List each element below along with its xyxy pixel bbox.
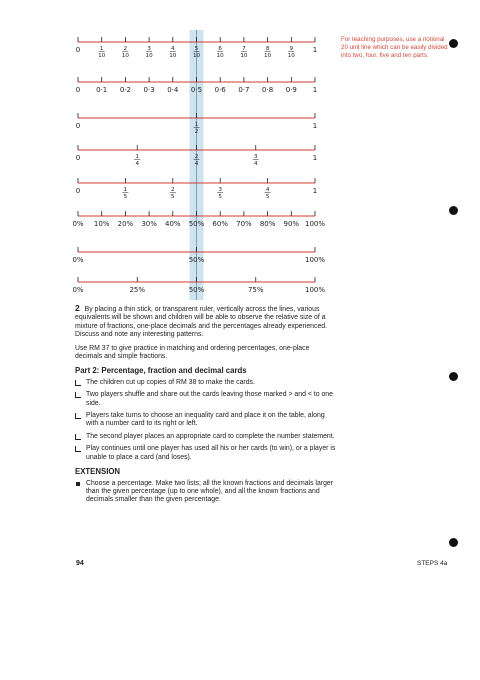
extension-list (75, 480, 337, 505)
tick-label: 0·3 (143, 86, 155, 94)
fraction-label (288, 46, 296, 59)
fraction-denominator: 4 (194, 161, 199, 167)
fraction-denominator: 5 (171, 194, 175, 200)
fraction-numerator: 2 (194, 154, 199, 160)
tick-label: 25% (129, 286, 146, 294)
tick-label: 1 (312, 86, 318, 94)
fraction-numerator: 4 (265, 187, 270, 193)
checkbox-icon (75, 380, 81, 386)
tick-label: 0·2 (119, 86, 131, 94)
fraction-numerator: 3 (147, 46, 151, 52)
tick-label: 80% (259, 220, 276, 228)
binder-hole (449, 372, 458, 381)
checkbox-icon (75, 413, 81, 419)
fraction-numerator: 2 (171, 187, 175, 193)
fraction-denominator: 10 (98, 53, 106, 59)
tick-label: 60% (212, 220, 228, 228)
list-item-text: Play continues until one player has used all his or her cards (to win), or a player is unable to place a card (and loses). (86, 445, 336, 461)
list-item-text: Two players shuffle and share out the cards leaving those marked > and < to one side. (86, 391, 333, 407)
list-item-text: The children cut up copies of RM 38 to make the cards. (86, 378, 255, 386)
tick-label: 0·9 (285, 86, 297, 94)
fraction-label (240, 46, 248, 59)
fraction-denominator: 2 (194, 129, 199, 135)
list-item-text: Players take turns to choose an inequality card and place it on the table, along with a number card to its right or left. (86, 412, 325, 428)
fraction-numerator: 1 (194, 122, 199, 128)
fraction-numerator: 9 (289, 46, 294, 52)
fraction-label (169, 46, 177, 59)
fraction-label (98, 46, 106, 59)
fraction-label (146, 46, 154, 59)
list-item-text: The second player places an appropriate card to complete the number statement. (86, 432, 335, 440)
tick-label: 0% (72, 256, 84, 264)
checkbox-icon (75, 434, 81, 440)
fraction-denominator: 5 (123, 194, 128, 200)
fraction-numerator: 1 (99, 46, 104, 52)
tick-label: 0 (75, 122, 81, 130)
tick-label: 70% (236, 220, 252, 228)
body-text (75, 304, 337, 509)
tick-label: 0·1 (96, 86, 108, 94)
paragraph-rm37: Use RM 37 to give practice in matching and ordering percentages, one-place decimals and simple fractions. (75, 344, 310, 361)
fraction-label (265, 187, 271, 200)
extension-text: Choose a percentage. Make two lists; all the known fractions and decimals larger than the given percentage (up to one whole), and all the known fractions and decimals smaller than the given percentage. (86, 479, 334, 504)
part-2-list (75, 379, 337, 462)
fraction-denominator: 10 (264, 53, 272, 59)
extension-heading: EXTENSION (75, 467, 121, 477)
fraction-label (122, 46, 130, 59)
teaching-side-note: For teaching purposes, use a notional 20 unit line which can be easily divided into two, four, five and ten parts. (341, 36, 448, 60)
fraction-denominator: 10 (240, 53, 248, 59)
tick-label: 0 (75, 46, 81, 54)
fraction-numerator: 6 (218, 46, 222, 52)
tick-label: 90% (283, 220, 300, 228)
checkbox-icon (75, 392, 81, 398)
list-item (75, 433, 337, 441)
tick-label: 0 (75, 154, 81, 162)
fraction-numerator: 1 (135, 154, 140, 160)
paragraph-2 (75, 304, 337, 340)
tick-label: 40% (165, 220, 181, 228)
tick-label: 10% (93, 220, 110, 228)
number-lines-diagram (60, 30, 330, 302)
list-item (75, 379, 337, 387)
fraction-denominator: 5 (265, 194, 270, 200)
fraction-denominator: 10 (192, 53, 201, 59)
tick-label: 50% (188, 220, 205, 228)
tick-label: 0·8 (262, 86, 274, 94)
fraction-numerator: 2 (123, 46, 128, 52)
fraction-label (134, 154, 140, 167)
tick-label: 1 (312, 46, 318, 54)
fraction-denominator: 10 (287, 53, 295, 59)
fraction-denominator: 4 (253, 161, 258, 167)
tick-label: 75% (247, 286, 264, 294)
tick-label: 50% (188, 256, 205, 264)
fraction-label (253, 154, 259, 167)
paragraph-number: 2 (75, 303, 80, 313)
fraction-label (122, 187, 128, 200)
list-item (75, 391, 337, 408)
number-lines-svg (60, 30, 330, 302)
fraction-denominator: 10 (121, 53, 129, 59)
fraction-label (264, 46, 272, 59)
fraction-denominator: 10 (216, 53, 224, 59)
series-tag: STEPS 4a (417, 560, 448, 567)
fraction-numerator: 5 (194, 46, 199, 52)
fraction-numerator: 3 (253, 154, 258, 160)
fraction-numerator: 3 (218, 187, 222, 193)
tick-label: 0 (75, 187, 81, 195)
binder-hole (449, 538, 458, 547)
tick-label: 50% (188, 286, 205, 294)
fraction-label (217, 187, 223, 200)
fraction-denominator: 10 (169, 53, 177, 59)
fraction-denominator: 4 (135, 161, 140, 167)
tick-label: 30% (141, 220, 157, 228)
tick-label: 0·5 (190, 86, 203, 94)
paragraph-2-text: By placing a thin stick, or transparent ruler, vertically across the lines, various equivalents will be shown and children will be able to observe the relative size of a mixture of fractions, one-place decimals and the percentages already experienced. Discuss and note any interesting patterns. (75, 306, 328, 339)
tick-label: 100% (304, 256, 326, 264)
fraction-label (217, 46, 225, 59)
tick-label: 0% (72, 220, 84, 228)
square-bullet-icon (76, 482, 80, 486)
binder-hole (449, 206, 458, 215)
fraction-numerator: 4 (171, 46, 175, 52)
fraction-denominator: 5 (218, 194, 222, 200)
fraction-numerator: 1 (123, 187, 128, 193)
tick-label: 20% (117, 220, 134, 228)
fraction-numerator: 8 (265, 46, 270, 52)
tick-label: 0·4 (167, 86, 179, 94)
tick-label: 100% (304, 286, 326, 294)
list-item (75, 480, 337, 505)
tick-label: 0·7 (238, 86, 250, 94)
tick-label: 0% (72, 286, 84, 294)
fraction-denominator: 10 (145, 53, 153, 59)
tick-label: 1 (312, 187, 318, 195)
tick-label: 0·6 (214, 86, 226, 94)
tick-label: 1 (312, 122, 318, 130)
part-2-heading: Part 2: Percentage, fraction and decimal cards (75, 366, 247, 376)
tick-label: 1 (312, 154, 318, 162)
fraction-numerator: 7 (242, 46, 246, 52)
list-item (75, 412, 337, 429)
tick-label: 0 (75, 86, 81, 94)
checkbox-icon (75, 446, 81, 452)
tick-label: 100% (304, 220, 326, 228)
list-item (75, 445, 337, 462)
fraction-label (170, 187, 176, 200)
page-number: 94 (76, 560, 84, 567)
